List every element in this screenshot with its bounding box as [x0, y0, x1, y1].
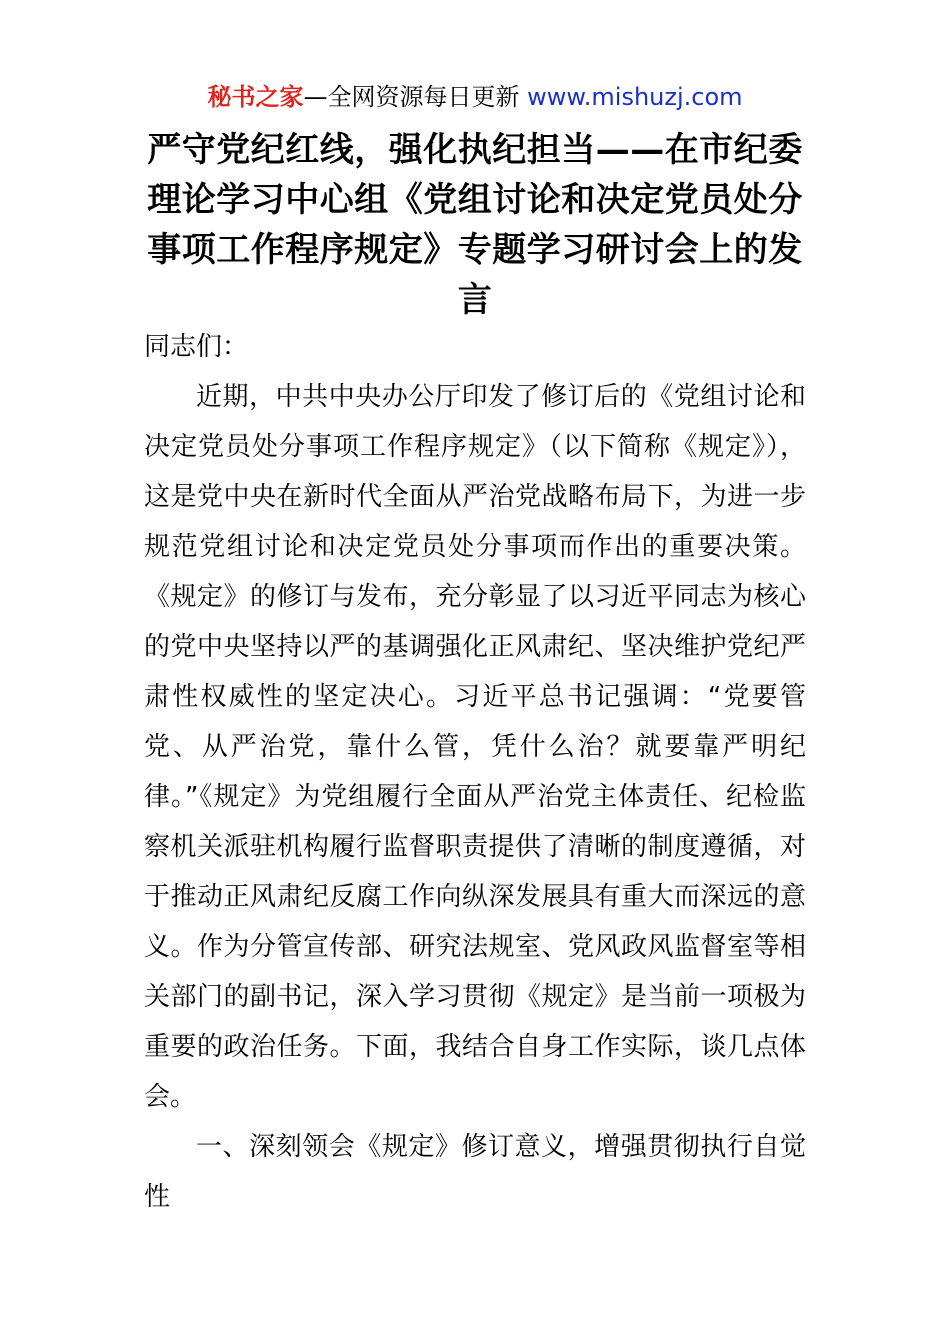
- site-tagline: —全网资源每日更新: [303, 83, 520, 111]
- section-heading: 一、深刻领会《规定》修订意义，增强贯彻执行自觉性: [144, 1132, 806, 1212]
- salutation: 同志们：: [144, 332, 249, 362]
- site-header: [0, 80, 950, 114]
- document-title: 严守党纪红线，强化执纪担当——在市纪委理论学习中心组《党组讨论和决定党员处分事项工作程序规定》专题学习研讨会上的发言: [147, 130, 803, 320]
- document-body: [144, 322, 806, 1222]
- site-url-link[interactable]: www.mishuzj.com: [527, 83, 743, 111]
- body-paragraph: 近期，中共中央办公厅印发了修订后的《党组讨论和决定党员处分事项工作程序规定》（以下简称《规定》），这是党中央在新时代全面从严治党战略布局下，为进一步规范党组讨论和决定党员处分事项而作出的重要决策。《规定》的修订与发布，充分彰显了以习近平同志为核心的党中央坚持以严的基调强化正风肃纪、坚决维护党纪严肃性权威性的坚定决心。习近平总书记强调：“党要管党、从严治党，靠什么管，凭什么治？就要靠严明纪律。”《规定》为党组履行全面从严治党主体责任、纪检监察机关派驻机构履行监督职责提供了清晰的制度遵循，对于推动正风肃纪反腐工作向纵深发展具有重大而深远的意义。作为分管宣传部、研究法规室、党风政风监督室等相关部门的副书记，深入学习贯彻《规定》是当前一项极为重要的政治任务。下面，我结合自身工作实际，谈几点体会。: [144, 382, 806, 1112]
- site-brand: 秘书之家: [207, 83, 304, 111]
